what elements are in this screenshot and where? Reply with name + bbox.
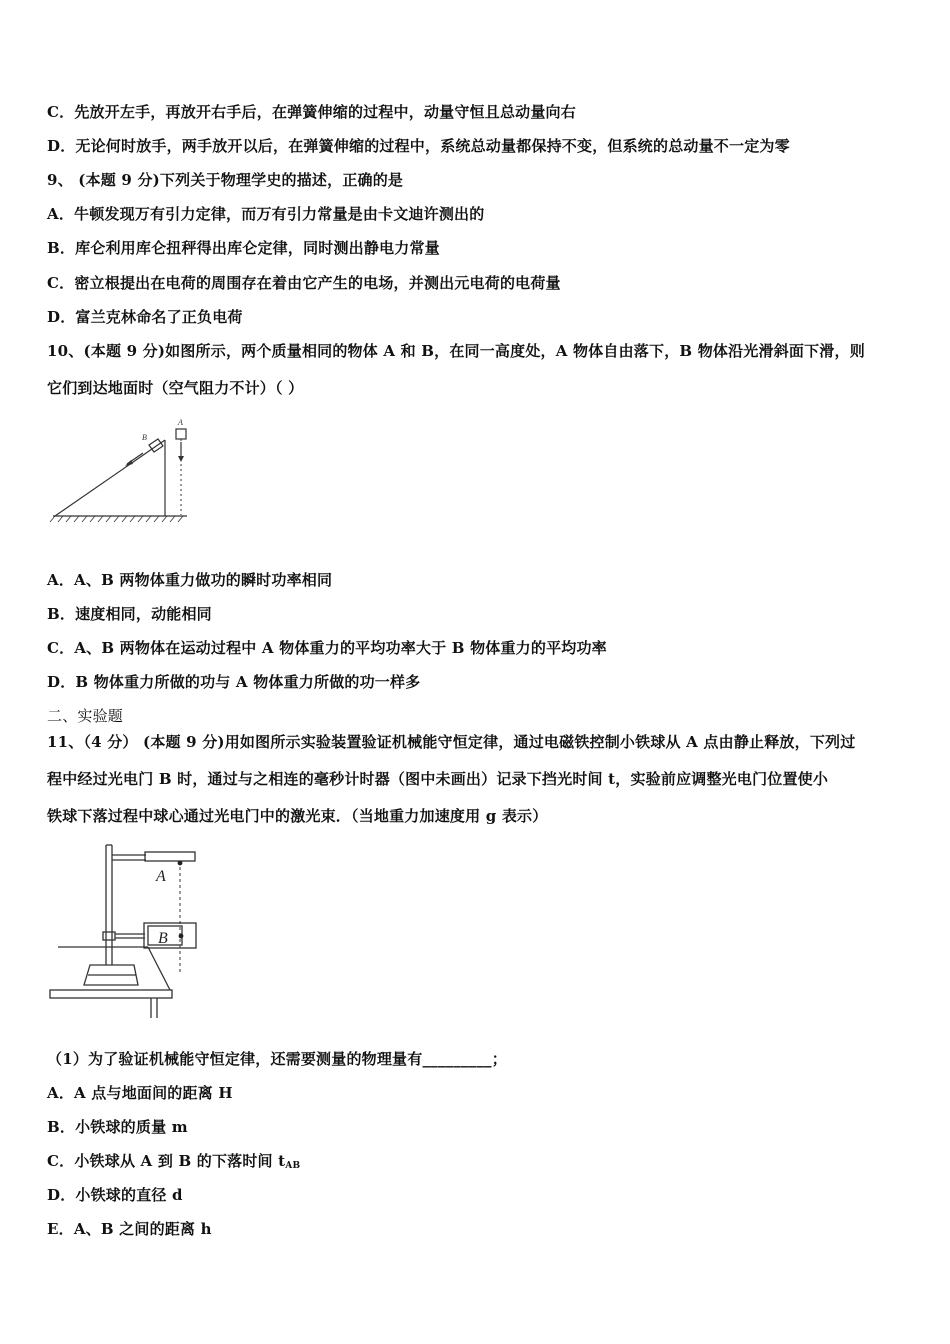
q10-option-b: B．速度相同，动能相同 bbox=[47, 605, 212, 623]
q11-option-d: D．小铁球的直径 d bbox=[47, 1186, 183, 1204]
q11-option-c-subscript: AB bbox=[285, 1161, 301, 1171]
q9-option-b: B．库仑利用库仑扭秤得出库仑定律，同时测出静电力常量 bbox=[47, 239, 440, 257]
ground-hatching bbox=[50, 516, 183, 522]
q10-option-a: A．A、B 两物体重力做功的瞬时功率相同 bbox=[47, 571, 333, 589]
q9-stem: 9、 (本题 9 分)下列关于物理学史的描述，正确的是 bbox=[47, 171, 404, 189]
section-title: 二、实验题 bbox=[47, 707, 124, 725]
clamp bbox=[103, 932, 115, 940]
q11-stem-line3: 铁球下落过程中球心通过光电门中的激光束．（当地重力加速度用 g 表示） bbox=[47, 807, 548, 825]
table-top bbox=[50, 990, 172, 998]
q8-option-c: C．先放开左手，再放开右手后，在弹簧伸缩的过程中，动量守恒且总动量向右 bbox=[47, 103, 576, 121]
q10-option-d: D．B 物体重力所做的功与 A 物体重力所做的功一样多 bbox=[47, 673, 421, 691]
block-a bbox=[176, 429, 186, 439]
q9-option-d: D．富兰克林命名了正负电荷 bbox=[47, 308, 243, 326]
incline-surface bbox=[55, 440, 165, 516]
q11-option-a: A．A 点与地面间的距离 H bbox=[47, 1084, 233, 1102]
photogate-outer bbox=[144, 923, 196, 948]
q10-stem-line2: 它们到达地面时（空气阻力不计）（ ） bbox=[47, 379, 304, 397]
q11-option-c-text: C．小铁球从 A 到 B 的下落时间 t bbox=[47, 1152, 286, 1170]
table-edge-side bbox=[148, 947, 170, 990]
q11-option-e: E．A、B 之间的距离 h bbox=[47, 1220, 212, 1238]
ball-at-gate bbox=[179, 934, 184, 939]
q8-option-d: D．无论何时放手，两手放开以后，在弹簧伸缩的过程中，系统总动量都保持不变，但系统的总动量不一定为零 bbox=[47, 137, 790, 155]
label-a: A bbox=[178, 418, 183, 427]
q9-option-a: A．牛顿发现万有引力定律，而万有引力常量是由卡文迪许测出的 bbox=[47, 205, 485, 223]
q11-option-b: B．小铁球的质量 m bbox=[47, 1118, 188, 1136]
q11-option-c bbox=[47, 1151, 300, 1176]
q11-stem-line1: 11、（4 分） (本题 9 分)用如图所示实验装置验证机械能守恒定律，通过电磁铁控制小铁球从 A 点由静止释放，下列过 bbox=[47, 733, 856, 751]
label-b: B bbox=[158, 930, 168, 947]
fall-arrowhead bbox=[178, 456, 184, 462]
iron-ball bbox=[178, 861, 183, 866]
q10-incline-figure bbox=[45, 412, 195, 527]
q11-stem-line2: 程中经过光电门 B 时，通过与之相连的毫秒计时器（图中未画出）记录下挡光时间 t，实验前应调整光电门位置使小 bbox=[47, 770, 829, 788]
label-a: A bbox=[156, 868, 166, 885]
q11-apparatus-figure bbox=[48, 840, 223, 1020]
q9-option-c: C．密立根提出在电荷的周围存在着由它产生的电场，并测出元电荷的电荷量 bbox=[47, 274, 561, 292]
label-b: B bbox=[142, 433, 147, 442]
q10-stem-line1: 10、(本题 9 分)如图所示，两个质量相同的物体 A 和 B，在同一高度处，A 物体自由落下，B 物体沿光滑斜面下滑，则 bbox=[47, 342, 865, 360]
electromagnet bbox=[145, 852, 195, 861]
q11-sub1: （1）为了验证机械能守恒定律，还需要测量的物理量有_________； bbox=[47, 1050, 507, 1068]
q10-option-c: C．A、B 两物体在运动过程中 A 物体重力的平均功率大于 B 物体重力的平均功率 bbox=[47, 639, 607, 657]
